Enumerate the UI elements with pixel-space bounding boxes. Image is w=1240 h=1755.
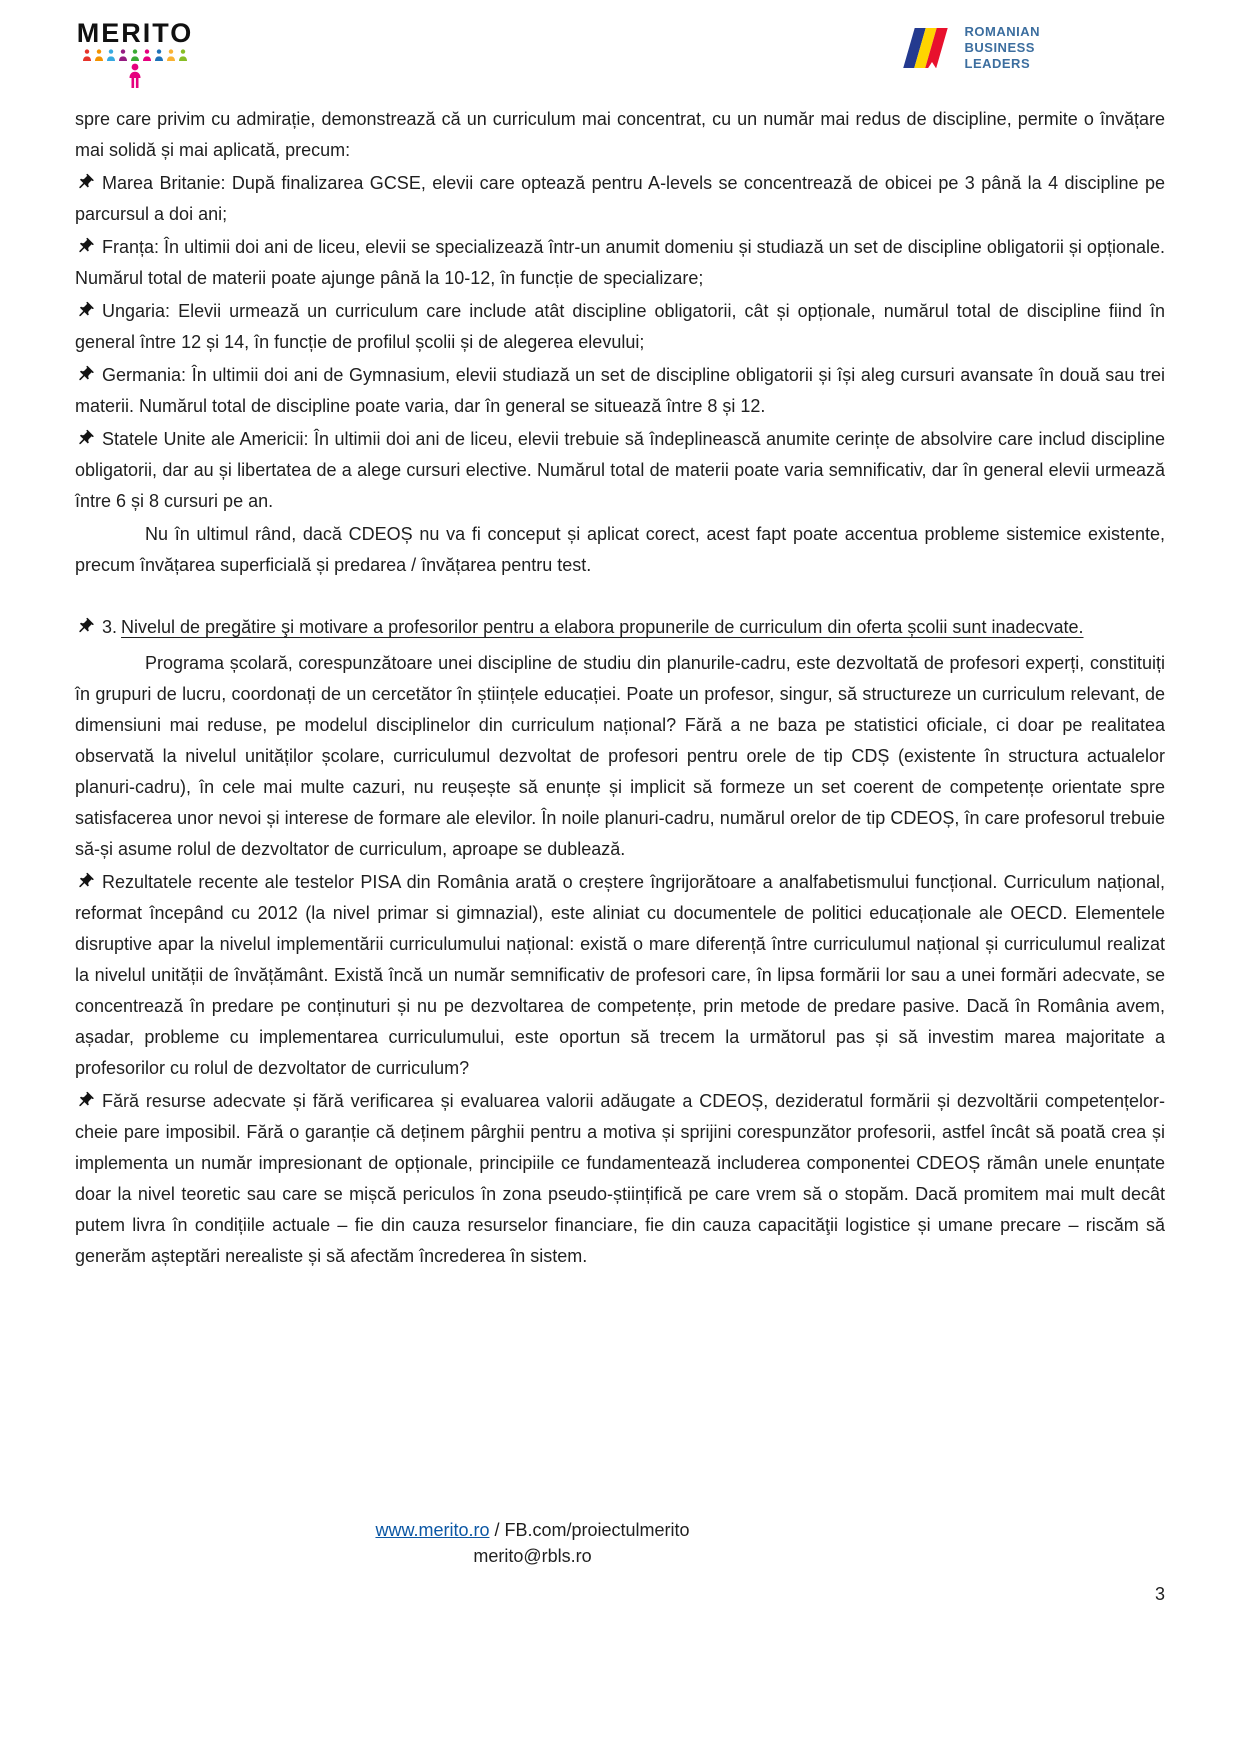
merito-logo-text: MERITO [76, 18, 194, 48]
bullet-usa [75, 424, 1165, 517]
merito-figures-row [82, 49, 188, 62]
bullet-france [75, 232, 1165, 294]
footer-fb-text: / FB.com/proiectulmerito [489, 1520, 690, 1540]
person-icon [178, 49, 188, 62]
merito-website-link[interactable]: www.merito.ro [375, 1520, 490, 1540]
page-header [0, 0, 1240, 92]
pushpin-icon [75, 872, 95, 891]
heading-title: Nivelul de pregătire şi motivare a profesorilor pentru a elabora propunerile de curriculum din oferta școlii sunt inadecvate. [121, 617, 1084, 637]
rbl-line-2: BUSINESS [964, 40, 1035, 55]
person-icon [82, 49, 92, 62]
footer-email: merito@rbls.ro [473, 1546, 592, 1566]
intro-paragraph: spre care privim cu admirație, demonstrează că un curriculum mai concentrat, cu un număr mai redus de discipline, permite o învățare mai solidă și mai aplicată, precum: [75, 109, 1165, 160]
pushpin-icon [75, 301, 95, 320]
rbl-flag-icon [901, 18, 957, 78]
page-number: 3 [1154, 1584, 1165, 1604]
person-icon [154, 49, 164, 62]
rbl-line-1: ROMANIAN [964, 24, 1040, 39]
pushpin-icon [75, 173, 95, 192]
section-paragraph: Programa școlară, corespunzătoare unei discipline de studiu din planurile-cadru, este dezvoltată de profesori experți, constituiți în grupuri de lucru, coordonați de un cercetător în științele educației. Poate un profesor, singur, să structureze un curriculum relevant, de dimensiuni mai reduse, pe modelul disciplinelor din curriculum național? Fără a ne baza pe statistici oficiale, ci doar pe realitatea observată la nivelul unităților școlare, curriculumul dezvoltat de profesori pentru orele de tip CDȘ (existente în structura actualelor planuri-cadru), în cele mai multe cazuri, nu reușește să enunțe și implicit să formeze un set coerent de competențe orientate spre satisfacerea unor nevoi și interese de formare ale elevilor. În noile planuri-cadru, numărul orelor de tip CDEOȘ, în care profesorul trebuie să-și asume rolul de dezvoltator de curriculum, aproape se dublează. [75, 653, 1165, 859]
bullet-text: Germania: În ultimii doi ani de Gymnasium, elevii studiază un set de discipline obligatorii și își aleg cursuri avansate în două sau trei materii. Numărul total de discipline poate varia, dar în general se situează între 8 și 12. [75, 365, 1165, 416]
bullet-pisa [75, 867, 1165, 1084]
person-icon [166, 49, 176, 62]
bullet-text: Ungaria: Elevii urmează un curriculum care include atât discipline obligatorii, cât și opționale, numărul total de discipline fiind în general între 12 și 14, în funcție de profilul școlii și de alegerea elevului; [75, 301, 1165, 352]
person-icon [130, 49, 140, 62]
person-icon [94, 49, 104, 62]
pushpin-icon [75, 1091, 95, 1110]
bullet-text: Marea Britanie: După finalizarea GCSE, elevii care optează pentru A-levels se concentrează de obicei pe 3 până la 4 discipline pe parcursul a doi ani; [75, 173, 1165, 224]
bullet-text: Rezultatele recente ale testelor PISA din România arată o creștere îngrijorătoare a analfabetismului funcțional. Curriculum național, reformat începând cu 2012 (la nivel primar si gimnazial), este aliniat cu documentele de politici educaționale ale OECD. Elementele disruptive apar la nivelul implementării curriculumului național: există o mare diferență între curriculumul național și curriculumul realizat la nivelul unității de învățământ. Există încă un număr semnificativ de profesori care, în lipsa formării lor sau a unei formări adecvate, se concentrează în predare pe conținuturi și nu pe dezvoltarea de competențe, prin metode de predare pasive. Dacă în România avem, așadar, probleme cu implementarea curriculumului, este oportun să trecem la următorul pas și să investim marea majoritate a profesorilor cu rolul de dezvoltator de curriculum? [75, 872, 1165, 1078]
page-footer [0, 1517, 1240, 1605]
document-body [0, 92, 1240, 1274]
bullet-text: Fără resurse adecvate și fără verificarea și evaluarea valorii adăugate a CDEOȘ, dezideratul formării și dezvoltării competențelor-cheie pare imposibil. Fără o garanție că deținem pârghii pentru a motiva și sprijini corespunzător profesorii, astfel încât să poată crea și implementa un număr impresionant de opționale, principiile ce fundamentează includerea componentei CDEOȘ rămân unele enunțate doar la nivel teoretic sau care se mișcă periculos în zona pseudo-științifică pe care vrem să o stopăm. Dacă promitem mai mult decât putem livra în condițiile actuale – fie din cauza resurselor financiare, fie din cauza capacităţii logistice și umane precare – riscăm să generăm așteptări nerealiste și să afectăm încrederea în sistem. [75, 1091, 1165, 1266]
merito-person-icon [126, 63, 144, 89]
closing-paragraph: Nu în ultimul rând, dacă CDEOȘ nu va fi conceput și aplicat corect, acest fapt poate accentua probleme sistemice existente, precum învățarea superficială și predarea / învățarea pentru test. [75, 524, 1165, 575]
section-heading [75, 611, 1165, 644]
pushpin-icon [75, 365, 95, 384]
rbl-logo [901, 18, 1041, 78]
pushpin-icon [75, 237, 95, 256]
bullet-hungary [75, 296, 1165, 358]
bullet-resources [75, 1086, 1165, 1272]
bullet-uk [75, 168, 1165, 230]
pushpin-icon [75, 617, 95, 636]
merito-logo [75, 18, 195, 89]
person-icon [118, 49, 128, 62]
rbl-logo-text [965, 24, 1041, 72]
bullet-germany [75, 360, 1165, 422]
pushpin-icon [75, 429, 95, 448]
bullet-text: Franța: În ultimii doi ani de liceu, elevii se specializează într-un anumit domeniu și studiază un set de discipline obligatorii și opționale. Numărul total de materii poate ajunge până la 10-12, în funcție de specializare; [75, 237, 1165, 288]
rbl-line-3: LEADERS [964, 56, 1031, 71]
heading-number: 3. [102, 617, 118, 637]
bullet-text: Statele Unite ale Americii: În ultimii doi ani de liceu, elevii trebuie să îndeplinească anumite cerințe de absolvire care includ discipline obligatorii, dar au și libertatea de a alege cursuri elective. Numărul total de materii poate varia semnificativ, dar în general elevii urmează între 6 și 8 cursuri pe an. [75, 429, 1165, 511]
person-icon [106, 49, 116, 62]
footer-links-line [75, 1517, 990, 1543]
person-icon [142, 49, 152, 62]
